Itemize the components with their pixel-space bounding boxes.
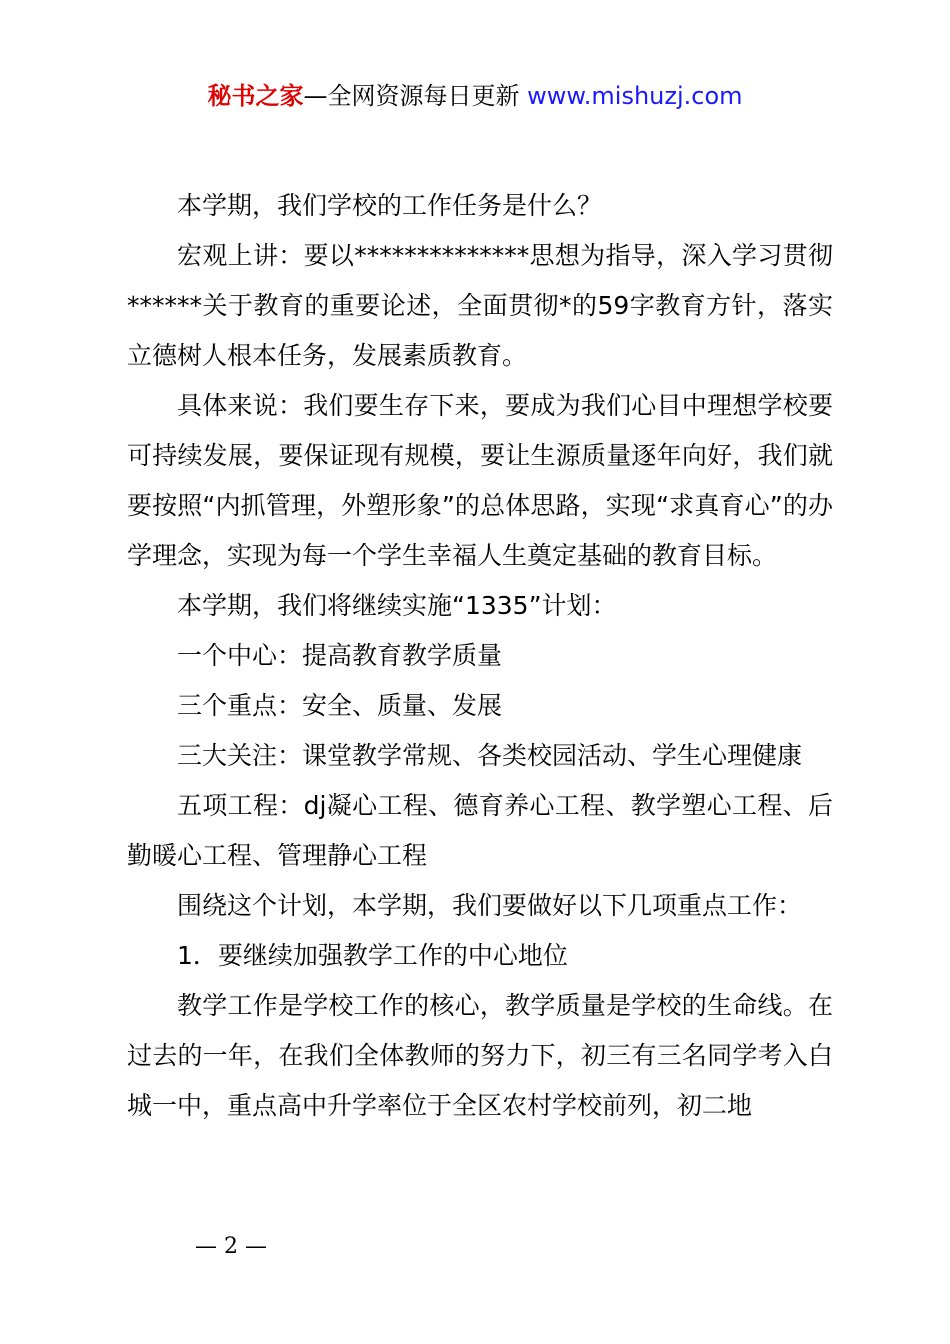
header-url-link[interactable]: www.mishuzj.com <box>527 82 743 110</box>
paragraph-teaching: 教学工作是学校工作的核心，教学质量是学校的生命线。在过去的一年，在我们全体教师的努力下，初三有三名同学考入白城一中，重点高中升学率位于全区农村学校前列，初二地 <box>127 991 833 1120</box>
plan-item-focus: 三个重点：安全、质量、发展 <box>177 691 503 720</box>
plan-item-projects: 五项工程：dj凝心工程、德育养心工程、教学塑心工程、后勤暖心工程、管理静心工程 <box>127 791 833 870</box>
paragraph-question: 本学期，我们学校的工作任务是什么？ <box>177 191 603 220</box>
header-tagline: —全网资源每日更新 <box>303 82 528 110</box>
paragraph-key-work-intro: 围绕这个计划，本学期，我们要做好以下几项重点工作： <box>177 891 803 920</box>
paragraph-plan-intro: 本学期，我们将继续实施“1335”计划： <box>177 591 617 620</box>
plan-item-center: 一个中心：提高教育教学质量 <box>177 641 503 670</box>
paragraph-specific: 具体来说：我们要生存下来，要成为我们心目中理想学校要可持续发展，要保证现有规模，要让生源质量逐年向好，我们就要按照“内抓管理，外塑形象”的总体思路，实现“求真育心”的办学理念，实现为每一个学生幸福人生奠定基础的教育目标。 <box>127 391 833 570</box>
page-number: — 2 — <box>195 1234 267 1259</box>
paragraph-macro: 宏观上讲：要以**************思想为指导，深入学习贯彻******关于教育的重要论述，全面贯彻*的59字教育方针，落实立德树人根本任务，发展素质教育。 <box>127 241 833 370</box>
site-header <box>0 80 950 112</box>
plan-item-attention: 三大关注：课堂教学常规、各类校园活动、学生心理健康 <box>177 741 803 770</box>
section-heading-1: 1．要继续加强教学工作的中心地位 <box>177 941 568 970</box>
brand-name: 秘书之家 <box>207 82 304 110</box>
document-body <box>127 181 833 1131</box>
